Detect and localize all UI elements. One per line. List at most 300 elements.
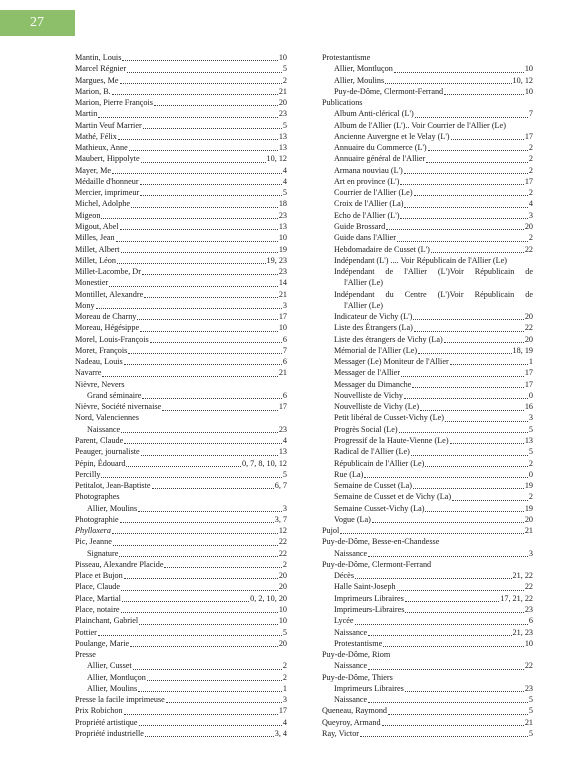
- dot-leader: [405, 612, 523, 613]
- index-term: Croix de l'Allier (La): [334, 199, 404, 209]
- index-term: Nièvre, Nevers: [75, 379, 125, 389]
- index-term: Peauger, journaliste: [75, 447, 140, 457]
- dot-leader: [368, 669, 524, 670]
- dot-leader: [113, 545, 278, 546]
- index-entry: [75, 672, 287, 683]
- index-term: Allier, Montluçon: [87, 672, 146, 682]
- index-term: Marion, B.: [75, 86, 111, 96]
- index-pages: 0, 7, 8, 10, 12: [241, 458, 287, 468]
- dot-leader: [404, 398, 528, 399]
- index-pages: 20: [524, 221, 533, 231]
- dot-leader: [420, 410, 524, 411]
- index-term: Nièvre, Société nivernaise: [75, 402, 162, 412]
- dot-leader: [451, 139, 524, 140]
- index-entry: [322, 705, 533, 716]
- dot-leader: [140, 195, 282, 196]
- dot-leader: [413, 488, 524, 489]
- dot-leader: [425, 466, 528, 467]
- index-entry-continuation: [322, 277, 533, 288]
- index-pages: 2: [528, 492, 533, 502]
- index-pages: 20: [278, 98, 287, 108]
- index-pages: 2: [528, 165, 533, 175]
- index-entry: [322, 548, 533, 559]
- dot-leader: [96, 308, 282, 309]
- index-column-left: [75, 52, 287, 739]
- index-term: Courrier de l'Allier (Le): [334, 188, 413, 198]
- dot-leader: [122, 60, 277, 61]
- index-term: Halle Saint-Joseph: [334, 582, 396, 592]
- index-entry: [75, 198, 287, 209]
- index-term: Petitalot, Jean-Baptiste: [75, 481, 151, 491]
- index-entry: [322, 424, 533, 435]
- index-term: Grand séminaire: [87, 390, 142, 400]
- index-pages: 19: [278, 244, 287, 254]
- dot-leader: [121, 612, 278, 613]
- index-entry: [75, 593, 287, 604]
- index-entry: [75, 435, 287, 446]
- dot-leader: [112, 533, 278, 534]
- dot-leader: [383, 646, 524, 647]
- index-term: Montillet, Alexandre: [75, 289, 144, 299]
- index-term: Liste des étrangers de Vichy (La): [334, 334, 443, 344]
- index-pages: 2: [282, 661, 287, 671]
- index-pages: 5: [282, 469, 287, 479]
- index-entry: [75, 503, 287, 514]
- index-entry: [75, 705, 287, 716]
- index-pages: 20: [524, 312, 533, 322]
- index-pages: 2: [282, 672, 287, 682]
- index-entry: [75, 52, 287, 63]
- index-pages: 6, 7: [274, 481, 287, 491]
- dot-leader: [364, 477, 528, 478]
- dot-leader: [418, 353, 511, 354]
- index-entry: [322, 120, 533, 131]
- index-term: Radical de l'Allier (Le): [334, 447, 410, 457]
- index-term: Album de l'Allier (L').. Voir Courrier de l'Allier (Le): [334, 120, 506, 130]
- index-term: Place, Claude: [75, 582, 121, 592]
- dot-leader: [137, 319, 277, 320]
- index-entry: [75, 255, 287, 266]
- dot-leader: [428, 150, 528, 151]
- index-column-right: [322, 52, 533, 739]
- index-term: Mony: [75, 300, 95, 310]
- index-entry: [322, 627, 533, 638]
- index-pages: 5: [282, 64, 287, 74]
- index-entry: [75, 108, 287, 119]
- index-term: Semaine Cusset-Vichy (La): [334, 503, 425, 513]
- index-entry: [75, 559, 287, 570]
- dot-leader: [144, 297, 278, 298]
- dot-leader: [147, 680, 282, 681]
- index-pages: 21: [278, 289, 287, 299]
- index-pages: 12: [278, 526, 287, 536]
- dot-leader: [355, 578, 512, 579]
- dot-leader: [450, 364, 528, 365]
- dot-leader: [400, 218, 527, 219]
- index-pages: 5: [528, 695, 533, 705]
- index-term: Messager du Dimanche: [334, 379, 412, 389]
- dot-leader: [138, 691, 282, 692]
- dot-leader: [124, 714, 278, 715]
- index-entry: [322, 469, 533, 480]
- dot-leader: [141, 455, 278, 456]
- index-term: Mathieux, Anne: [75, 143, 128, 153]
- index-pages: 3, 4: [274, 728, 287, 738]
- dot-leader: [98, 117, 278, 118]
- index-pages: 19, 23: [266, 255, 287, 265]
- index-entry: [75, 311, 287, 322]
- index-term: Semaine de Cusset et de Vichy (La): [334, 492, 452, 502]
- index-entry: [322, 356, 533, 367]
- index-entry: [75, 131, 287, 142]
- index-pages: 22: [278, 548, 287, 558]
- index-pages: 0, 2, 10, 20: [250, 593, 287, 603]
- index-entry: [322, 390, 533, 401]
- index-entry: [75, 660, 287, 671]
- index-pages: 2: [528, 233, 533, 243]
- index-pages: 2: [528, 154, 533, 164]
- index-pages: 22: [524, 582, 533, 592]
- index-pages: 10: [524, 638, 533, 648]
- index-entry: [322, 86, 533, 97]
- dot-leader: [394, 72, 524, 73]
- index-entry: [322, 311, 533, 322]
- index-term: Puy-de-Dôme, Thiers: [322, 672, 393, 682]
- index-term: Indépendant du Centre (L')Voir Républicain de: [334, 289, 533, 299]
- dot-leader: [152, 488, 274, 489]
- index-pages: 20: [278, 571, 287, 581]
- dot-leader: [101, 477, 281, 478]
- index-pages: 17: [278, 706, 287, 716]
- index-entry: [75, 548, 287, 559]
- index-term: Mayer, Me: [75, 165, 112, 175]
- index-term: Indicateur de Vichy (L'): [334, 312, 413, 322]
- index-term: Imprimeurs Libraires: [334, 593, 404, 603]
- index-term: Protestantisme: [322, 52, 371, 62]
- index-pages: 4: [282, 165, 287, 175]
- index-entry: [75, 638, 287, 649]
- index-entry: [75, 86, 287, 97]
- index-entry: [75, 649, 287, 660]
- index-pages: 17: [278, 402, 287, 412]
- index-entry: [322, 367, 533, 378]
- index-term: Décès: [334, 571, 355, 581]
- index-term: Ray, Victor: [322, 728, 360, 738]
- index-term: Migout, Abel: [75, 221, 119, 231]
- dot-leader: [98, 635, 282, 636]
- index-entry: [322, 221, 533, 232]
- index-term: Navarre: [75, 368, 102, 378]
- index-entry: [75, 458, 287, 469]
- index-entry: [322, 638, 533, 649]
- index-term: Milles, Jean: [75, 233, 115, 243]
- index-term: Millet, Léon: [75, 255, 116, 265]
- index-entry: [75, 244, 287, 255]
- index-pages: 2: [528, 188, 533, 198]
- dot-leader: [124, 443, 282, 444]
- index-term: Rue (La): [334, 469, 364, 479]
- dot-leader: [450, 443, 524, 444]
- index-term: Art en province (L'): [334, 176, 400, 186]
- index-entry: [75, 120, 287, 131]
- index-entry: [75, 266, 287, 277]
- index-entry: [75, 717, 287, 728]
- dot-leader: [139, 624, 278, 625]
- index-entry: [322, 683, 533, 694]
- index-term: Publications: [322, 98, 363, 108]
- dot-leader: [368, 556, 528, 557]
- index-pages: 3: [282, 695, 287, 705]
- index-entry: [322, 187, 533, 198]
- index-entry: [75, 413, 287, 424]
- index-entry: [322, 244, 533, 255]
- index-entry: [75, 728, 287, 739]
- dot-leader: [382, 725, 524, 726]
- index-term: Plainchant, Gabriel: [75, 616, 139, 626]
- index-entry: [75, 176, 287, 187]
- index-term: Margues, Me: [75, 75, 119, 85]
- index-entry: [322, 334, 533, 345]
- index-pages: 5: [282, 188, 287, 198]
- index-term: Parent, Claude: [75, 436, 124, 446]
- index-term: Michel, Adolphe: [75, 199, 131, 209]
- dot-leader: [142, 398, 282, 399]
- index-pages: 6: [528, 616, 533, 626]
- page-number: 27: [30, 15, 44, 30]
- dot-leader: [340, 533, 524, 534]
- index-pages: 17: [524, 131, 533, 141]
- index-entry: [75, 356, 287, 367]
- index-pages: 17, 21, 22: [500, 593, 533, 603]
- index-entry: [322, 593, 533, 604]
- index-term: Progressif de la Haute-Vienne (Le): [334, 436, 449, 446]
- index-entry: [322, 615, 533, 626]
- dot-leader: [368, 635, 511, 636]
- index-entry: [322, 142, 533, 153]
- index-entry: [322, 210, 533, 221]
- index-pages: 20: [278, 638, 287, 648]
- index-entry: [322, 413, 533, 424]
- index-entry: [322, 255, 533, 266]
- dot-leader: [412, 387, 524, 388]
- index-pages: 3: [282, 300, 287, 310]
- index-term-continuation: l'Allier (Le): [344, 278, 383, 288]
- index-term: Mercier, imprimeur: [75, 188, 140, 198]
- dot-leader: [116, 241, 278, 242]
- dot-leader: [444, 94, 524, 95]
- dot-leader: [112, 94, 278, 95]
- index-pages: 10: [278, 605, 287, 614]
- index-pages: 5: [528, 728, 533, 738]
- index-pages: 10: [278, 52, 287, 62]
- index-entry: [75, 142, 287, 153]
- index-pages: 23: [278, 109, 287, 119]
- index-pages: 4: [282, 176, 287, 186]
- index-term: Guide dans l'Allier: [334, 233, 396, 243]
- dot-leader: [130, 646, 278, 647]
- index-term: Queyroy, Armand: [322, 717, 381, 727]
- index-entry: [322, 559, 533, 570]
- index-entry: [75, 683, 287, 694]
- index-pages: 4: [528, 199, 533, 209]
- index-pages: 22: [278, 537, 287, 547]
- index-term: Vogue (La): [334, 514, 371, 524]
- index-pages: 17: [524, 176, 533, 186]
- dot-leader: [397, 590, 524, 591]
- index-entry: [322, 660, 533, 671]
- dot-leader: [121, 590, 278, 591]
- index-entry: [75, 525, 287, 536]
- index-pages: 3: [528, 210, 533, 220]
- index-term: Phylloxera: [75, 526, 111, 536]
- index-pages: 18, 19: [512, 345, 533, 355]
- dot-leader: [126, 466, 240, 467]
- index-entry: [75, 153, 287, 164]
- index-pages: 1: [282, 683, 287, 693]
- index-entry: [75, 187, 287, 198]
- index-term: Ancienne Auvergne et le Velay (L'): [334, 131, 450, 141]
- index-term: Presse: [75, 650, 96, 660]
- index-entry: [75, 289, 287, 300]
- index-entry: [322, 153, 533, 164]
- index-term: Signature: [87, 548, 119, 558]
- index-entry: [75, 694, 287, 705]
- dot-leader: [404, 173, 528, 174]
- index-term: Photographie: [75, 514, 119, 524]
- index-pages: 6: [282, 334, 287, 344]
- dot-leader: [139, 725, 282, 726]
- index-term: Martin: [75, 109, 98, 119]
- index-entry: [322, 379, 533, 390]
- dot-leader: [141, 162, 266, 163]
- index-term: Martin Veuf Marrier: [75, 120, 142, 130]
- index-entry: [322, 75, 533, 86]
- index-term: Allier, Moulins: [334, 75, 385, 85]
- dot-leader: [445, 421, 528, 422]
- index-term: Allier, Montluçon: [334, 64, 393, 74]
- dot-leader: [120, 229, 278, 230]
- index-term: Propriété artistique: [75, 717, 138, 727]
- index-entry: [322, 176, 533, 187]
- index-entry: [75, 615, 287, 626]
- index-entry: [75, 334, 287, 345]
- dot-leader: [140, 184, 282, 185]
- dot-leader: [162, 410, 278, 411]
- index-term: Moreau de Charny: [75, 312, 137, 322]
- index-pages: 3, 7: [274, 514, 287, 524]
- index-entry: [75, 570, 287, 581]
- index-pages: 10, 12: [512, 75, 533, 85]
- index-pages: 10: [278, 233, 287, 243]
- index-term: Progrès Social (Le): [334, 424, 398, 434]
- index-term: Naissance: [87, 424, 121, 434]
- dot-leader: [122, 601, 249, 602]
- index-term: Liste des Étrangers (La): [334, 323, 413, 333]
- index-entry: [322, 322, 533, 333]
- index-entry: [75, 491, 287, 502]
- index-pages: 10: [524, 64, 533, 74]
- index-term: Poulange, Marie: [75, 638, 130, 648]
- index-term: Médaille d'honneur: [75, 176, 139, 186]
- index-entry: [75, 424, 287, 435]
- index-pages: 4: [282, 717, 287, 727]
- dot-leader: [400, 184, 523, 185]
- index-term: Pisseau, Alexandre Placide: [75, 559, 164, 569]
- index-entry: [75, 367, 287, 378]
- index-entry: [322, 52, 533, 63]
- index-entry: [75, 379, 287, 390]
- index-pages: 22: [524, 244, 533, 254]
- index-entry: [322, 480, 533, 491]
- index-term: Album Anti-clérical (L'): [334, 109, 414, 119]
- dot-leader: [414, 331, 524, 332]
- index-pages: 5: [282, 627, 287, 637]
- index-entry: [322, 728, 533, 739]
- index-term: Semaine de Cusset (La): [334, 481, 412, 491]
- index-pages: 6: [282, 357, 287, 367]
- dot-leader: [360, 736, 528, 737]
- dot-leader: [117, 263, 266, 264]
- index-entry: [75, 210, 287, 221]
- index-term: Indépendant de l'Allier (L')Voir Républicain de: [334, 267, 533, 277]
- dot-leader: [119, 556, 277, 557]
- index-entry: [322, 63, 533, 74]
- index-pages: 7: [282, 345, 287, 355]
- page-number-tab: [0, 10, 75, 36]
- index-pages: 1: [528, 357, 533, 367]
- index-term: Allier, Moulins: [87, 683, 138, 693]
- dot-leader: [431, 252, 524, 253]
- index-entry: [75, 480, 287, 491]
- index-term: Mémorial de l'Allier (Le): [334, 345, 418, 355]
- index-entry: [322, 435, 533, 446]
- dot-leader: [154, 105, 278, 106]
- index-entry: [322, 165, 533, 176]
- index-term: Monestier: [75, 278, 109, 288]
- index-pages: 21: [278, 368, 287, 378]
- index-pages: 10: [278, 323, 287, 333]
- index-entry: [322, 289, 533, 300]
- dot-leader: [102, 376, 277, 377]
- dot-leader: [142, 274, 278, 275]
- index-term: Queneau, Raymond: [322, 706, 388, 716]
- index-pages: 10: [278, 616, 287, 626]
- index-pages: 13: [278, 143, 287, 153]
- index-entry: [75, 221, 287, 232]
- index-entry: [75, 322, 287, 333]
- dot-leader: [131, 207, 278, 208]
- index-entry: [322, 401, 533, 412]
- index-entry: [322, 694, 533, 705]
- index-term: Annuaire du Commerce (L'): [334, 143, 427, 153]
- index-pages: 23: [524, 605, 533, 614]
- index-term: Messager de l'Allier: [334, 368, 401, 378]
- index-entry: [322, 131, 533, 142]
- index-term: Lycée: [334, 616, 354, 626]
- index-pages: 13: [278, 221, 287, 231]
- index-entry: [322, 232, 533, 243]
- index-entry: [322, 649, 533, 660]
- index-pages: 18: [278, 199, 287, 209]
- index-pages: 21, 23: [512, 627, 533, 637]
- dot-leader: [444, 342, 524, 343]
- dot-leader: [112, 173, 282, 174]
- index-entry: [75, 97, 287, 108]
- index-term: Mathé, Félix: [75, 131, 117, 141]
- dot-leader: [145, 736, 274, 737]
- dot-leader: [397, 241, 528, 242]
- index-entry: [75, 514, 287, 525]
